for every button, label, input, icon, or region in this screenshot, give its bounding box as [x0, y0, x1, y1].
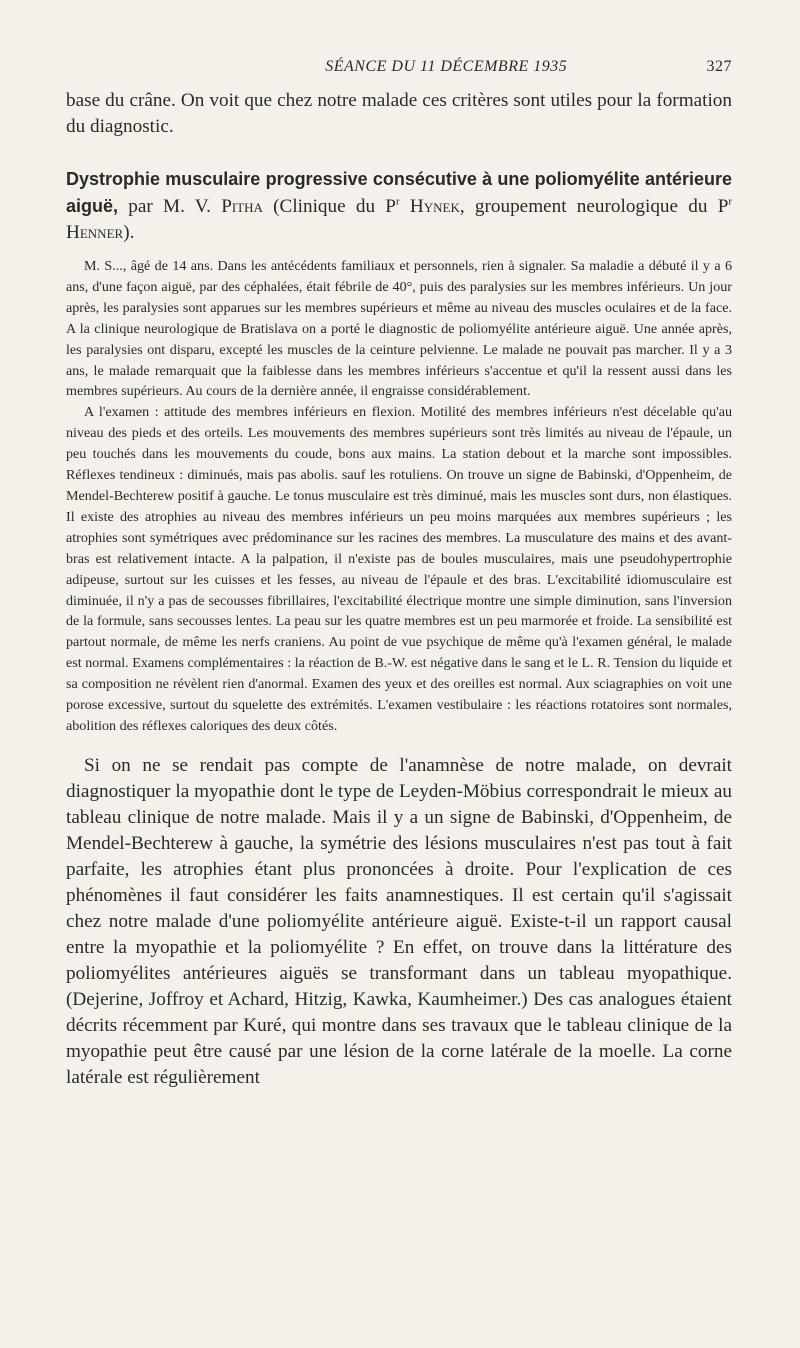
case-report-paragraph-2: A l'examen : attitude des membres inférieurs en flexion. Motilité des membres inférieurs n'est décelable qu'au niveau des pieds et des orteils. Les mouvements des membres supérieurs sont très limités au niveau de l'épaule, un peu touchés dans les mouvements du coude, bons aux mains. La station debout et la marche sont impossibles. Réflexes tendineux : diminués, mais pas abolis. sauf les rotuliens. On trouve un signe de Babinski, d'Oppenheim, de Mendel-Bechterew positif à gauche. Le tonus musculaire est très diminué, mais les muscles sont durs, non élastiques. Il existe des atrophies au niveau des membres inférieurs un peu moins marquées aux membres supérieurs ; les atrophies sont symétriques avec prédominance sur les racines des membres. La musculature des mains et des avant-bras est relativement intacte. A la palpation, il n'existe pas de boules musculaires, mais une pseudohypertrophie adipeuse, surtout sur les cuisses et les fesses, au niveau de l'épaule et des bras. L'excitabilité idiomusculaire est diminuée, il n'y a pas de secousses fibrillaires, l'excitabilité électrique montre une simple diminution, sans l'inversion de la formule, sans secousses lentes. La peau sur les quatre membres est un peu marmorée et froide. La sensibilité est partout normale, de même les nerfs craniens. Au point de vue psychique de même qu'à l'examen général, le malade est normal. Examens complémentaires : la réaction de B.-W. est négative dans le sang et le L. R. Tension du liquide et sa composition ne révèlent rien d'anormal. Examen des yeux et des oreilles est normal. Aux sciagraphies on voit une porose excessive, surtout du squelette des extrémités. L'examen vestibulaire : les réactions rotatoires sont normales, abolition des réflexes caloriques des deux côtés. — [66, 404, 732, 734]
article-heading — [66, 166, 732, 246]
affiliation-middle: , groupement neurologique du P — [459, 196, 729, 217]
article-author: Pitha — [221, 196, 263, 217]
article-byline: par M. V. — [128, 196, 211, 217]
case-report-paragraph-1: M. S..., âgé de 14 ans. Dans les antécédents familiaux et personnels, rien à signaler. Sa maladie a débuté il y a 6 ans, d'une façon aiguë, par des céphalées, était fébrile de 40°, puis des paralysies sur les membres inférieurs. Un jour après, les paralysies sont apparues sur les membres supérieurs et même au niveau des muscles oculaires et de la face. A la clinique neurologique de Bratislava on a porté le diagnostic de poliomyélite antérieure aiguë. Une année après, les paralysies ont disparu, excepté les muscles de la ceinture pelvienne. Le malade ne pouvait pas marcher. Il y a 3 ans, le malade remarquait que la faiblesse dans les membres inférieurs s'accentue et qu'il la ressent aussi dans les membres supérieurs. Au cours de la dernière année, il engraisse considérablement. — [66, 258, 732, 400]
affiliation-superscript-2: r — [728, 195, 733, 208]
running-head — [66, 58, 732, 76]
affiliation-open: (Clinique du P — [273, 196, 396, 217]
affiliation-superscript-1: r — [395, 195, 400, 208]
case-report — [66, 256, 732, 737]
article-title: Dystrophie musculaire progressive consécutive à une poliomyélite antérieure aiguë, — [66, 169, 732, 216]
page-number: 327 — [706, 58, 732, 75]
affiliation-close: ). — [123, 222, 135, 243]
discussion-paragraph: Si on ne se rendait pas compte de l'anamnèse de notre malade, on devrait diagnostiquer la myopathie dont le type de Leyden-Möbius correspondrait le mieux au tableau clinique de notre malade. Mais il y a un signe de Babinski, d'Oppenheim, de Mendel-Bechterew à gauche, la symétrie des lésions musculaires n'est pas tout à fait parfaite, les atrophies étant plus prononcées à droite. Pour l'explication de ces phénomènes il faut considérer les faits anamnestiques. Il est certain qu'il s'agissait chez notre malade d'une poliomyélite antérieure aiguë. Existe-t-il un rapport causal entre la myopathie et la poliomyélite ? En effet, on trouve dans la littérature des poliomyélites antérieures aiguës se transformant dans un tableau myopathique. (Dejerine, Joffroy et Achard, Hitzig, Kawka, Kaumheimer.) Des cas analogues étaient décrits récemment par Kuré, qui montre dans ses travaux que le tableau clinique de la myopathie peut être causé par une lésion de la corne latérale de la moelle. La corne latérale est régulièrement — [66, 754, 732, 1088]
professor-name-1: Hynek — [409, 196, 460, 217]
continuation-paragraph: base du crâne. On voit que chez notre malade ces critères sont utiles pour la formation du diagnostic. — [66, 90, 732, 137]
discussion-block — [66, 753, 732, 1091]
running-head-title: SÉANCE DU 11 DÉCEMBRE 1935 — [325, 58, 568, 75]
professor-name-2: Henner — [66, 222, 124, 243]
